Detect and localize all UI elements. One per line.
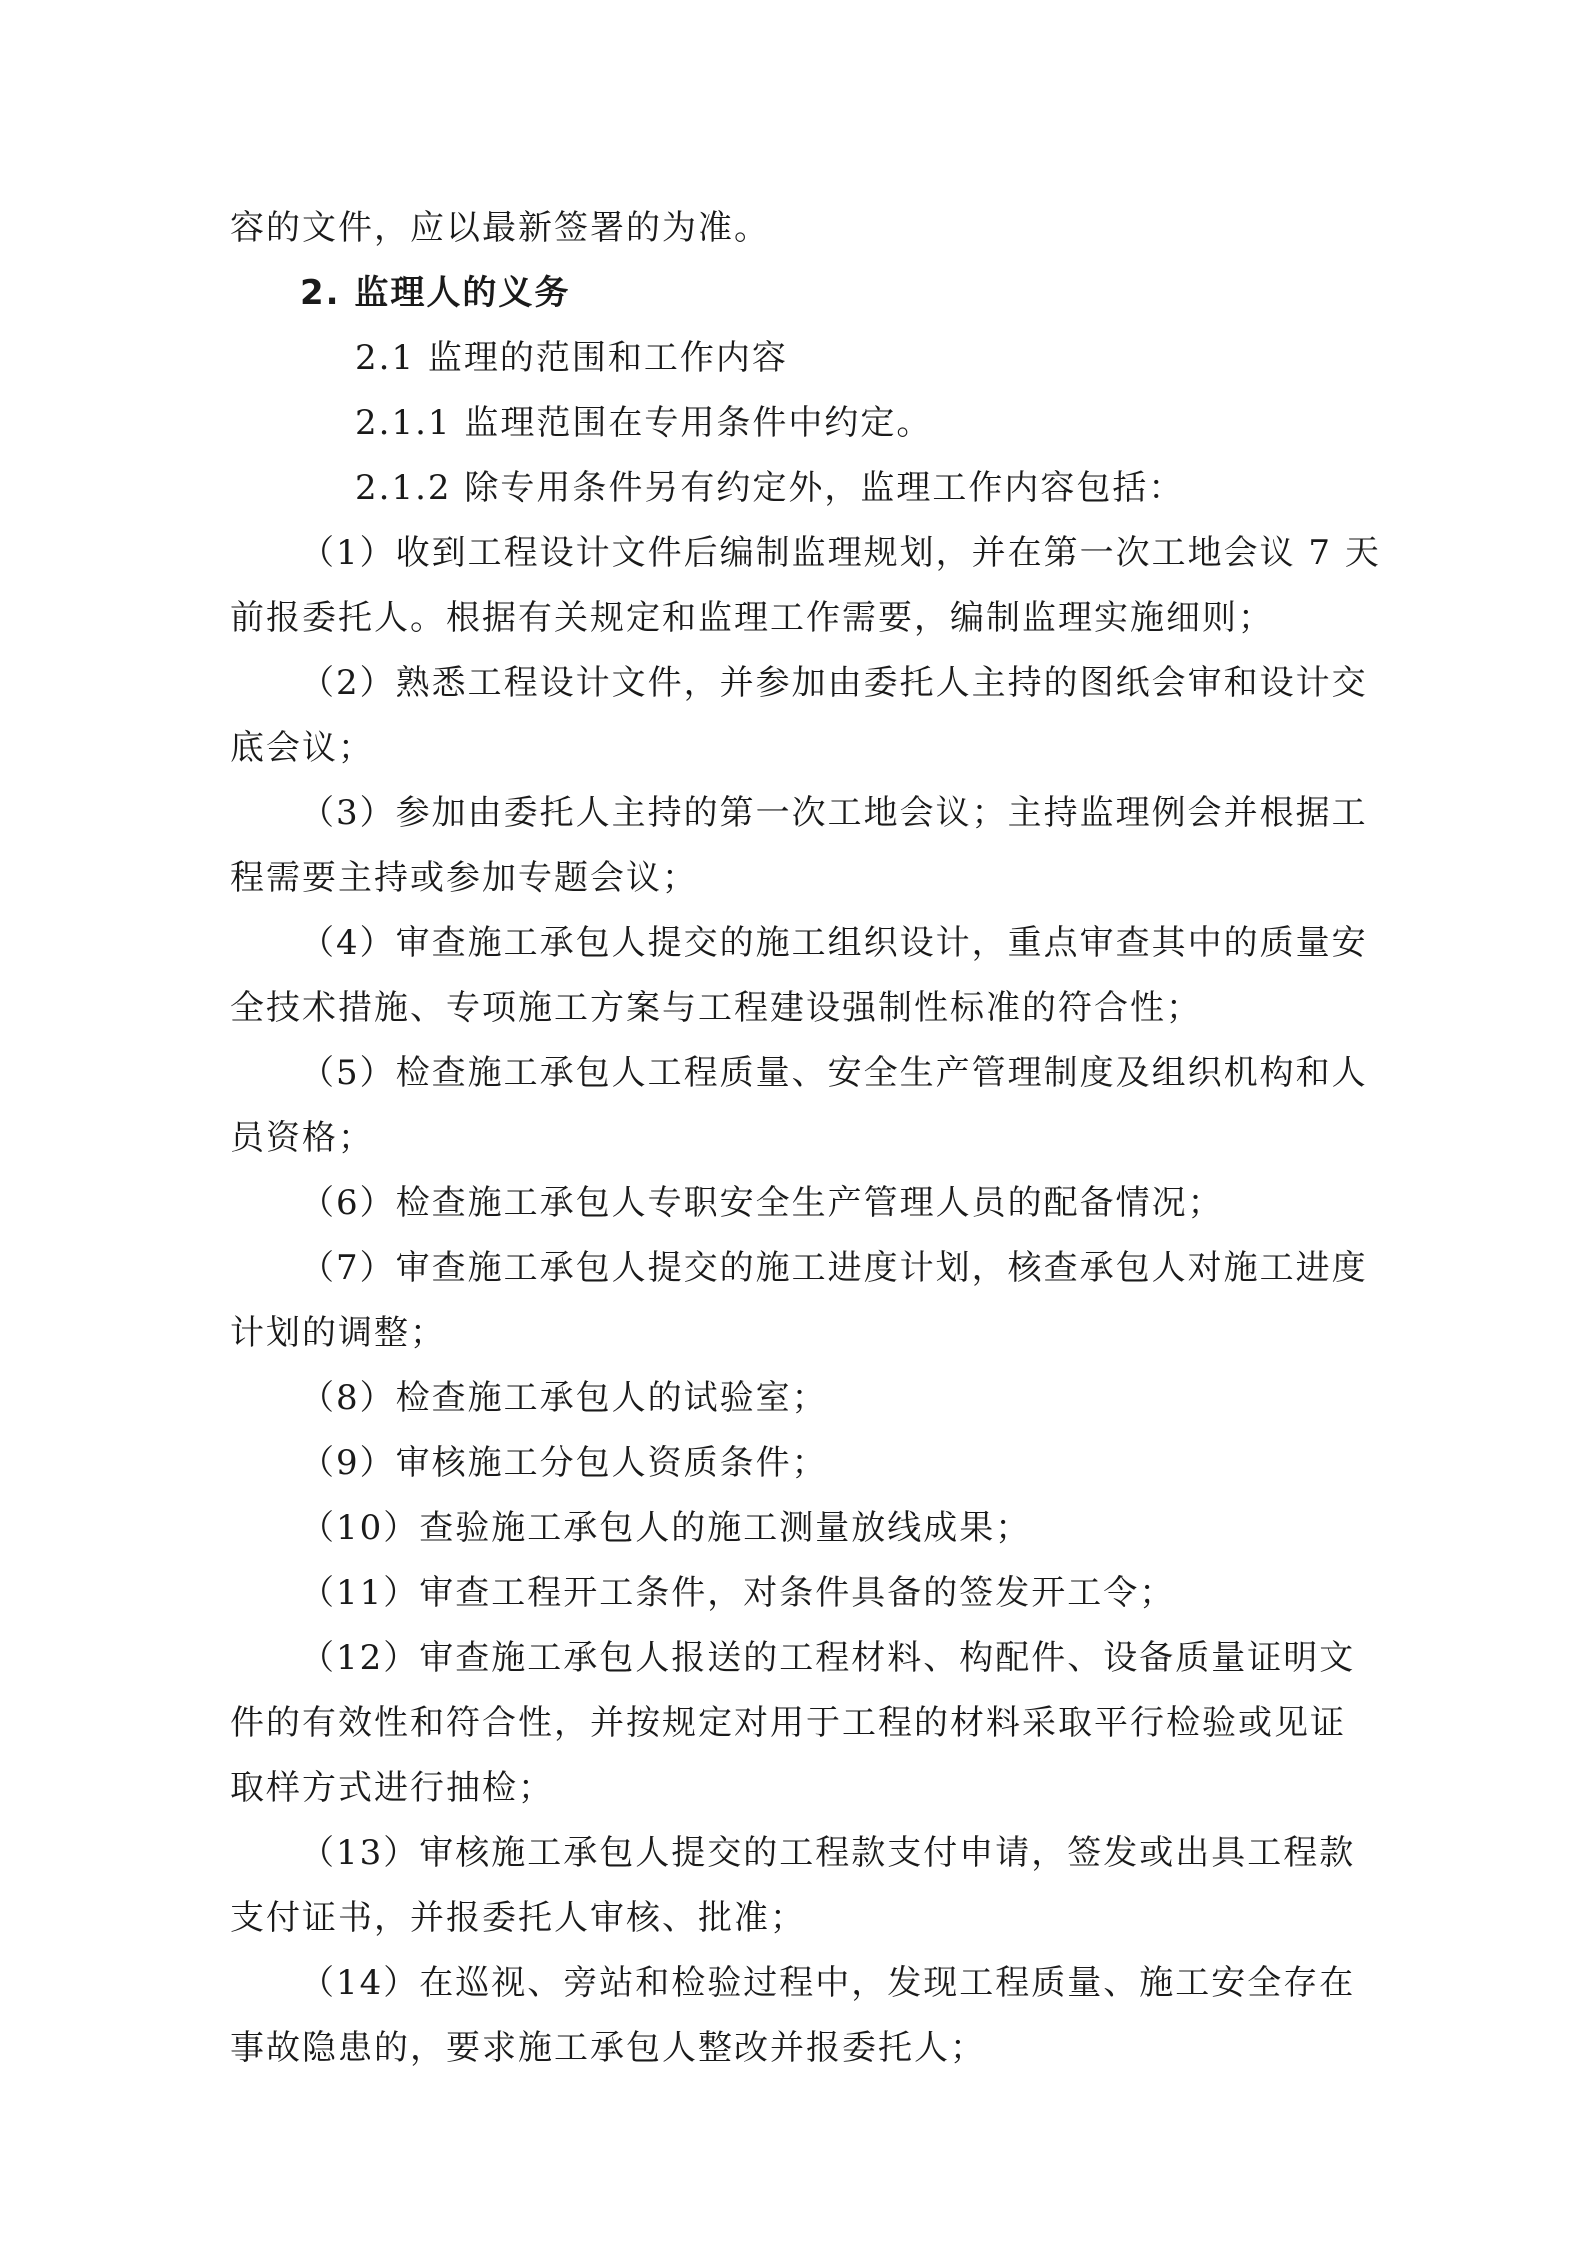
list-item-continuation: 件的有效性和符合性，并按规定对用于工程的材料采取平行检验或见证 (230, 1703, 1346, 1743)
list-item-continuation: 程需要主持或参加专题会议； (230, 858, 698, 898)
list-item-continuation: 事故隐患的，要求施工承包人整改并报委托人； (230, 2028, 986, 2068)
list-item-line: （9）审核施工分包人资质条件； (300, 1443, 828, 1483)
list-item-line: （10）查验施工承包人的施工测量放线成果； (300, 1508, 1032, 1548)
list-item-continuation: 取样方式进行抽检； (230, 1768, 554, 1808)
list-item-line: （12）审查施工承包人报送的工程材料、构配件、设备质量证明文 (300, 1638, 1356, 1678)
list-item-continuation: 前报委托人。根据有关规定和监理工作需要，编制监理实施细则； (230, 598, 1274, 638)
list-item-continuation: 支付证书，并报委托人审核、批准； (230, 1898, 806, 1938)
list-item-line: （6）检查施工承包人专职安全生产管理人员的配备情况； (300, 1183, 1224, 1223)
list-item-continuation: 全技术措施、专项施工方案与工程建设强制性标准的符合性； (230, 988, 1202, 1028)
clause-line: 2.1.2 除专用条件另有约定外，监理工作内容包括： (355, 468, 1185, 508)
text-line: 容的文件，应以最新签署的为准。 (230, 208, 770, 248)
list-item-line: （13）审核施工承包人提交的工程款支付申请，签发或出具工程款 (300, 1833, 1356, 1873)
list-item-continuation: 计划的调整； (230, 1313, 446, 1353)
list-item-line: （7）审查施工承包人提交的施工进度计划，核查承包人对施工进度 (300, 1248, 1368, 1288)
list-item-line: （4）审查施工承包人提交的施工组织设计，重点审查其中的质量安 (300, 923, 1368, 963)
list-item-line: （3）参加由委托人主持的第一次工地会议；主持监理例会并根据工 (300, 793, 1368, 833)
section-heading: 2. 监理人的义务 (300, 273, 571, 313)
subsection-heading: 2.1 监理的范围和工作内容 (355, 338, 788, 378)
list-item-line: （11）审查工程开工条件，对条件具备的签发开工令； (300, 1573, 1176, 1613)
list-item-line: （5）检查施工承包人工程质量、安全生产管理制度及组织机构和人 (300, 1053, 1368, 1093)
list-item-continuation: 员资格； (230, 1118, 374, 1158)
list-item-line: （1）收到工程设计文件后编制监理规划，并在第一次工地会议 7 天 (300, 533, 1381, 573)
list-item-line: （2）熟悉工程设计文件，并参加由委托人主持的图纸会审和设计交 (300, 663, 1368, 703)
list-item-line: （8）检查施工承包人的试验室； (300, 1378, 828, 1418)
clause-line: 2.1.1 监理范围在专用条件中约定。 (355, 403, 933, 443)
list-item-line: （14）在巡视、旁站和检验过程中，发现工程质量、施工安全存在 (300, 1963, 1356, 2003)
list-item-continuation: 底会议； (230, 728, 374, 768)
